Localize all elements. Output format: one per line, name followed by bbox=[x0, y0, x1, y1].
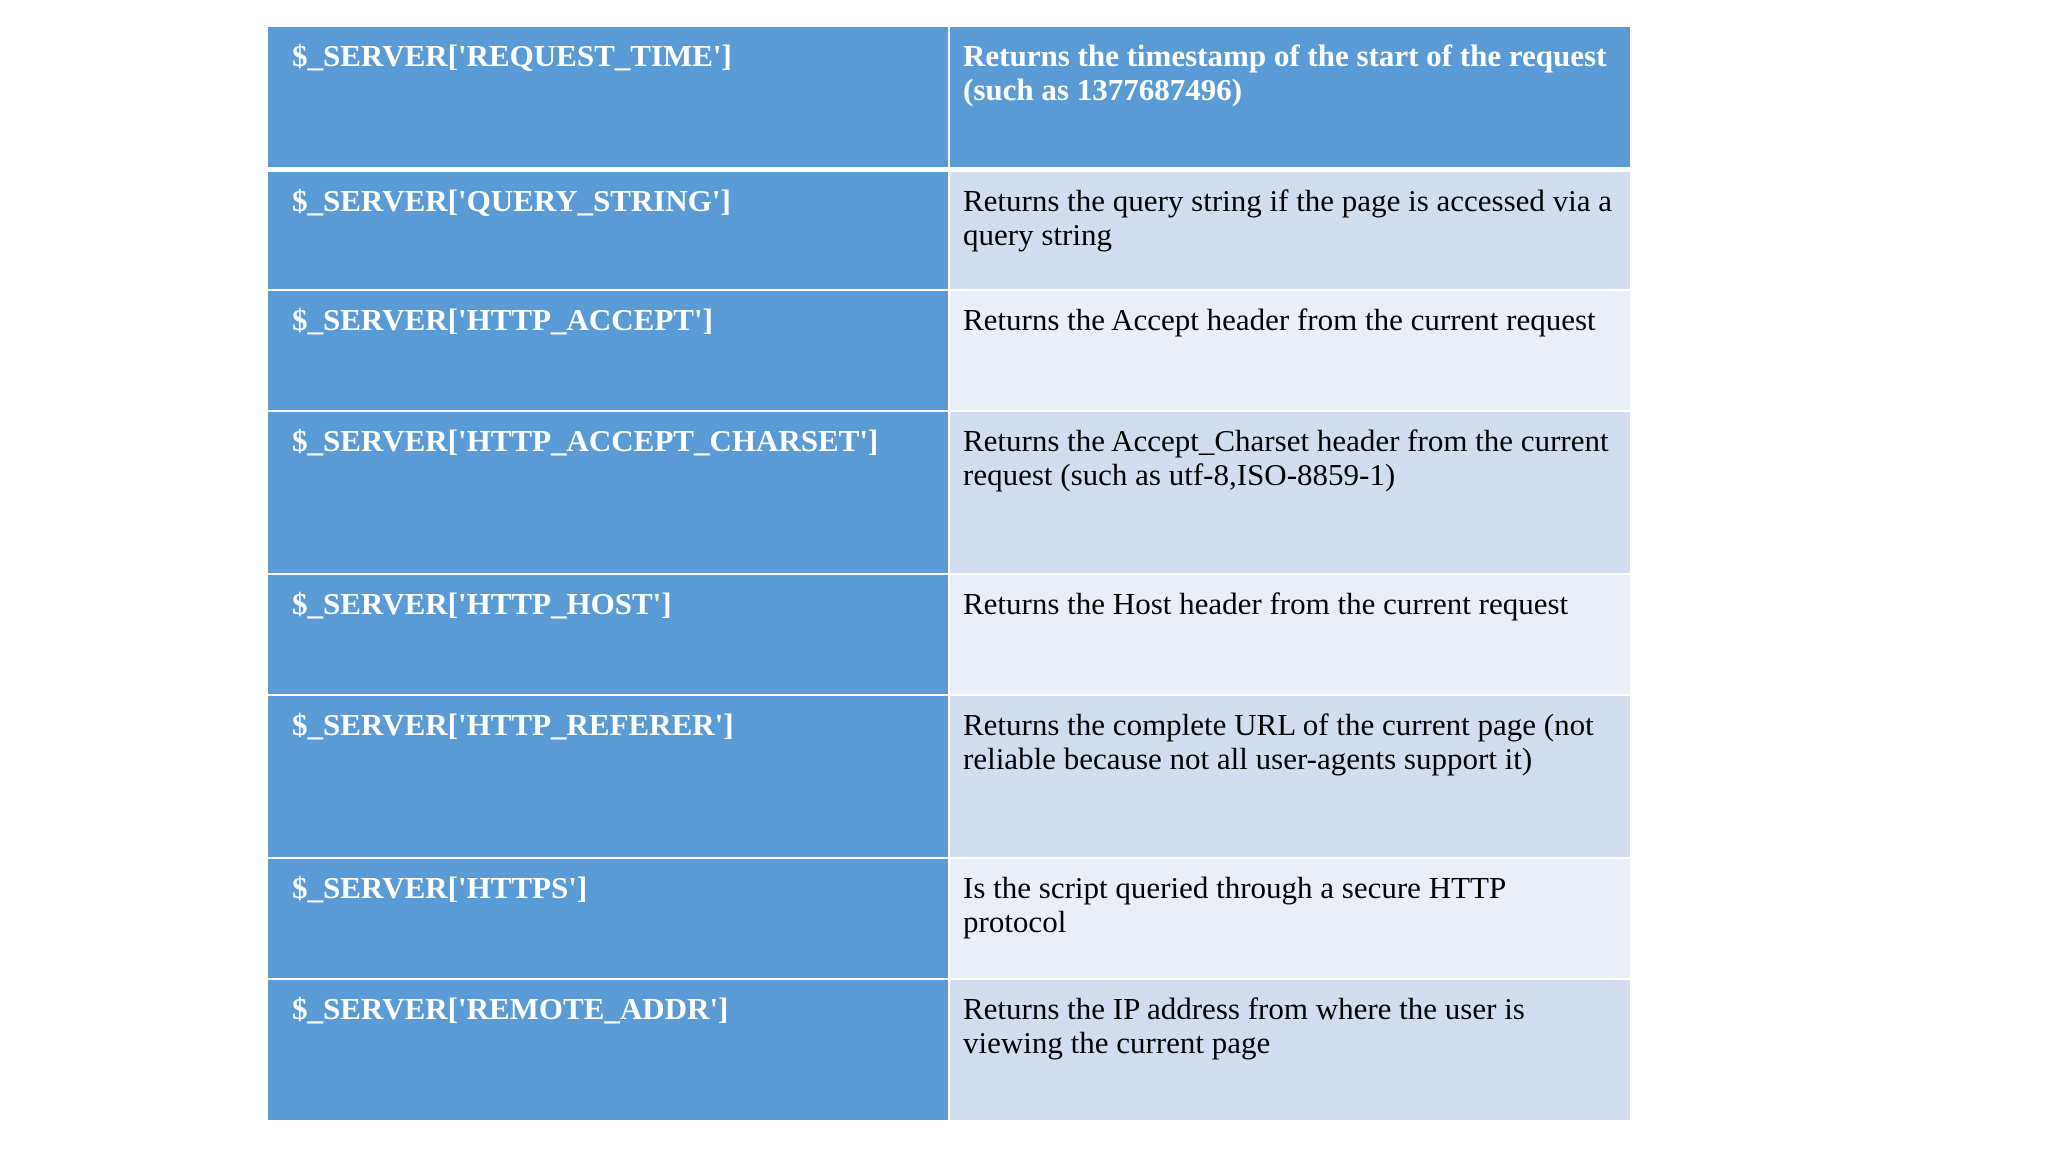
variable-name-cell: $_SERVER['HTTP_HOST'] bbox=[268, 574, 949, 695]
server-variables-table bbox=[268, 27, 1630, 1122]
variable-name-cell: $_SERVER['HTTP_ACCEPT'] bbox=[268, 290, 949, 411]
variable-name-cell: $_SERVER['REQUEST_TIME'] bbox=[268, 27, 949, 169]
table-row bbox=[268, 695, 1630, 858]
table-row bbox=[268, 411, 1630, 574]
table-row bbox=[268, 979, 1630, 1121]
variable-name-cell: $_SERVER['HTTPS'] bbox=[268, 858, 949, 979]
table-row bbox=[268, 858, 1630, 979]
description-cell: Returns the IP address from where the user is viewing the current page bbox=[949, 979, 1630, 1121]
description-cell: Returns the Accept header from the current request bbox=[949, 290, 1630, 411]
table-row bbox=[268, 169, 1630, 290]
description-cell: Returns the Host header from the current request bbox=[949, 574, 1630, 695]
variable-name-cell: $_SERVER['REMOTE_ADDR'] bbox=[268, 979, 949, 1121]
description-cell: Returns the query string if the page is accessed via a query string bbox=[949, 169, 1630, 290]
description-cell: Returns the timestamp of the start of the request (such as 1377687496) bbox=[949, 27, 1630, 169]
description-cell: Returns the complete URL of the current page (not reliable because not all user-agents support it) bbox=[949, 695, 1630, 858]
table-row bbox=[268, 574, 1630, 695]
variable-name-cell: $_SERVER['HTTP_ACCEPT_CHARSET'] bbox=[268, 411, 949, 574]
table-row bbox=[268, 290, 1630, 411]
description-cell: Is the script queried through a secure HTTP protocol bbox=[949, 858, 1630, 979]
table-row bbox=[268, 27, 1630, 169]
variable-name-cell: $_SERVER['QUERY_STRING'] bbox=[268, 169, 949, 290]
description-cell: Returns the Accept_Charset header from the current request (such as utf-8,ISO-8859-1) bbox=[949, 411, 1630, 574]
variable-name-cell: $_SERVER['HTTP_REFERER'] bbox=[268, 695, 949, 858]
